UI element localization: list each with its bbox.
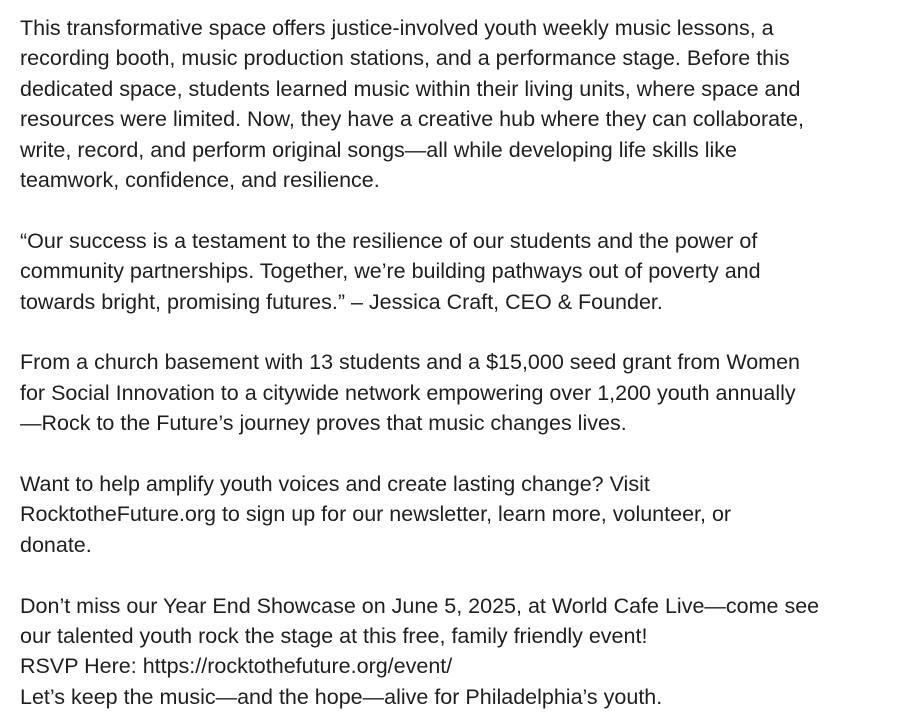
paragraph-music-space xyxy=(20,13,904,195)
paragraph-history xyxy=(20,347,904,438)
text-line: community partnerships. Together, we’re building pathways out of poverty and xyxy=(20,259,761,284)
text-line: “Our success is a testament to the resilience of our students and the power of xyxy=(20,228,758,253)
rsvp-line xyxy=(20,651,904,681)
text-line: recording booth, music production stations, and a performance stage. Before this xyxy=(20,46,790,71)
text-line: teamwork, confidence, and resilience. xyxy=(20,168,380,193)
rsvp-label: RSVP Here: xyxy=(20,654,143,679)
text-line: resources were limited. Now, they have a creative hub where they can collaborate, xyxy=(20,107,804,132)
text-line: dedicated space, students learned music within their living units, where space and xyxy=(20,76,801,101)
text-line: This transformative space offers justice-involved youth weekly music lessons, a xyxy=(20,16,774,40)
paragraph-call-to-action xyxy=(20,469,904,560)
paragraph-showcase xyxy=(20,591,904,713)
text-line: Want to help amplify youth voices and create lasting change? Visit xyxy=(20,472,650,497)
article-body xyxy=(20,13,904,712)
text-line: towards bright, promising futures.” – Jessica Craft, CEO & Founder. xyxy=(20,289,663,314)
text-line: Don’t miss our Year End Showcase on June 5, 2025, at World Cafe Live—come see xyxy=(20,593,820,618)
rsvp-link[interactable]: https://rocktothefuture.org/event/ xyxy=(142,654,453,679)
text-line: From a church basement with 13 students and a $15,000 seed grant from Women xyxy=(20,350,801,375)
text-line: RocktotheFuture.org to sign up for our newsletter, learn more, volunteer, or xyxy=(20,502,732,527)
text-line: write, record, and perform original songs—all while developing life skills like xyxy=(20,137,737,162)
text-line: —Rock to the Future’s journey proves that music changes lives. xyxy=(20,411,627,436)
closing-line: Let’s keep the music—and the hope—alive for Philadelphia’s youth. xyxy=(20,684,663,709)
text-line: donate. xyxy=(20,532,92,557)
paragraph-quote xyxy=(20,226,904,317)
text-line: our talented youth rock the stage at this free, family friendly event! xyxy=(20,624,648,649)
text-line: for Social Innovation to a citywide network empowering over 1,200 youth annually xyxy=(20,380,796,405)
